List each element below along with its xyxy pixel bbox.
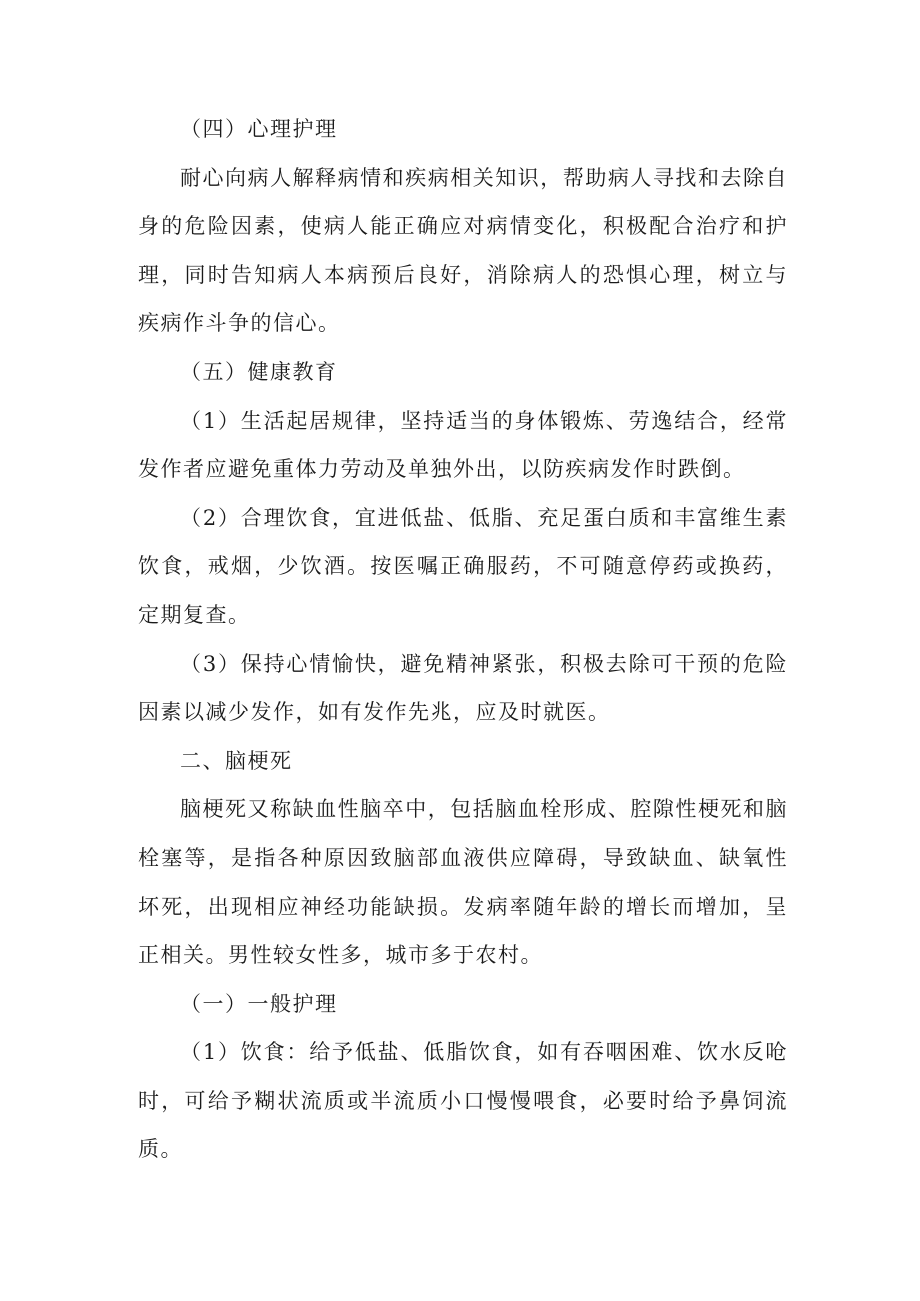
paragraph-psychological-care: 耐心向病人解释病情和疾病相关知识，帮助病人寻找和去除自身的危险因素，使病人能正确应对病情变化，积极配合治疗和护理，同时告知病人本病预后良好，消除病人的恐惧心理，树立与疾病作斗争的信心。 — [138, 165, 788, 336]
section-heading-cerebral-infarction: 二、脑梗死 — [180, 748, 293, 773]
paragraph-health-education-2: （2）合理饮食，宜进低盐、低脂、充足蛋白质和丰富维生素饮食，戒烟，少饮酒。按医嘱正确服药，不可随意停药或换药，定期复查。 — [138, 505, 788, 627]
paragraph-cerebral-infarction-intro: 脑梗死又称缺血性脑卒中，包括脑血栓形成、腔隙性梗死和脑栓塞等，是指各种原因致脑部血液供应障碍，导致缺血、缺氧性坏死，出现相应神经功能缺损。发病率随年龄的增长而增加，呈正相关。男性较女性多，城市多于农村。 — [138, 797, 788, 968]
paragraph-health-education-3: （3）保持心情愉快，避免精神紧张，积极去除可干预的危险因素以减少发作，如有发作先兆，应及时就医。 — [138, 651, 788, 725]
section-heading-health-education: （五）健康教育 — [180, 359, 338, 384]
paragraph-general-care-diet: （1）饮食：给予低盐、低脂饮食，如有吞咽困难、饮水反呛时，可给予糊状流质或半流质小口慢慢喂食，必要时给予鼻饲流质。 — [138, 1040, 788, 1162]
section-heading-psychological-care: （四）心理护理 — [180, 117, 338, 141]
paragraph-health-education-1: （1）生活起居规律，坚持适当的身体锻炼、劳逸结合，经常发作者应避免重体力劳动及单独外出，以防疾病发作时跌倒。 — [138, 408, 788, 482]
section-heading-general-care: （一）一般护理 — [180, 991, 338, 1016]
document-page — [138, 105, 788, 1174]
